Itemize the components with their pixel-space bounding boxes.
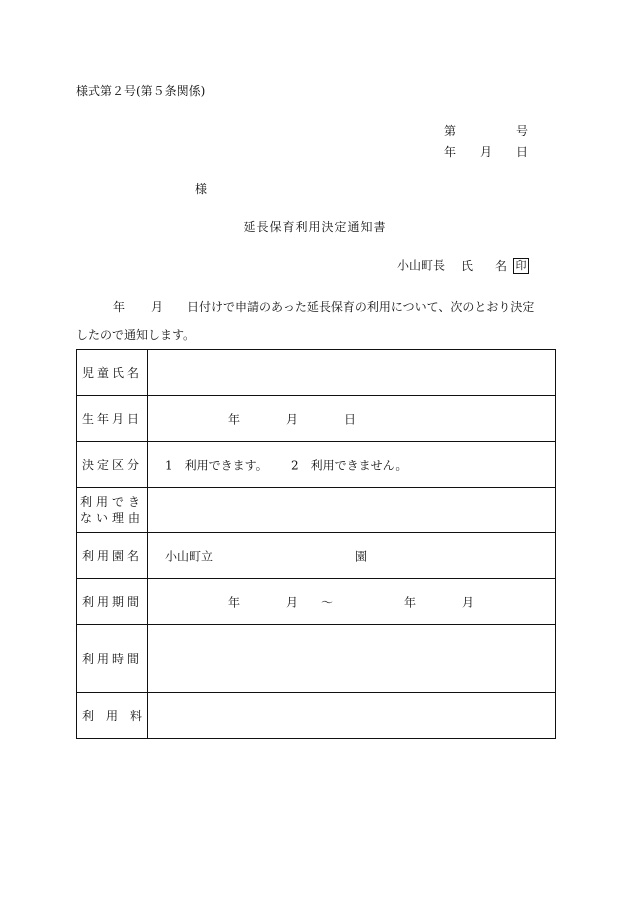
hours-value — [148, 625, 556, 693]
period-start-year: 年 — [228, 595, 241, 609]
child-name-label: 児童氏名 — [77, 350, 148, 396]
issue-date-day: 日 — [516, 145, 529, 159]
seal-stamp-box: 印 — [513, 258, 529, 274]
decision-option-approved: 1 利用できます。 — [165, 458, 268, 472]
facility-value — [148, 533, 556, 579]
table-row-child-name — [77, 350, 556, 396]
period-label: 利用期間 — [77, 579, 148, 625]
facility-label: 利用園名 — [77, 533, 148, 579]
signer-position: 小山町長 — [397, 258, 446, 273]
table-row-period — [77, 579, 556, 625]
table-row-hours — [77, 625, 556, 693]
facility-suffix: 園 — [355, 549, 368, 563]
decision-value — [148, 442, 556, 488]
document-title: 延長保育利用決定通知書 — [243, 220, 387, 234]
body-text-line-2: したので通知します。 — [76, 328, 196, 342]
addressee-suffix: 様 — [195, 182, 208, 196]
hours-label: 利用時間 — [77, 625, 148, 693]
reason-label — [77, 488, 148, 533]
document-number-prefix: 第 — [444, 124, 457, 138]
fee-value — [148, 693, 556, 739]
birth-date-value — [148, 396, 556, 442]
issue-date-year: 年 — [444, 145, 457, 159]
signer-name-label-2: 名 — [495, 258, 508, 273]
fee-label: 利 用 料 — [77, 693, 148, 739]
body-month: 月 — [151, 300, 164, 314]
table-row-facility — [77, 533, 556, 579]
period-end-month: 月 — [462, 595, 475, 609]
table-row-birth-date — [77, 396, 556, 442]
body-text-line-1 — [113, 300, 534, 314]
form-number: 様式第２号(第５条関係) — [76, 84, 206, 98]
body-rest: 日付けで申請のあった延長保育の利用について、次のとおり決定 — [187, 300, 535, 314]
decision-option-denied: 2 利用できません。 — [291, 458, 408, 472]
table-row-decision — [77, 442, 556, 488]
period-tilde: ～ — [321, 595, 334, 609]
period-start-month: 月 — [286, 595, 299, 609]
birth-year: 年 — [228, 412, 241, 426]
period-end-year: 年 — [404, 595, 417, 609]
issue-date-month: 月 — [480, 145, 493, 159]
notification-table — [76, 349, 556, 739]
signer-block — [397, 258, 529, 274]
decision-label: 決定区分 — [77, 442, 148, 488]
facility-prefix: 小山町立 — [165, 549, 214, 563]
table-row-reason — [77, 488, 556, 533]
table-row-fee — [77, 693, 556, 739]
reason-label-line-1: 利用でき — [79, 495, 144, 509]
body-year: 年 — [113, 300, 126, 314]
reason-value — [148, 488, 556, 533]
birth-date-label: 生年月日 — [77, 396, 148, 442]
signer-name-label-1: 氏 — [461, 258, 474, 273]
reason-label-line-2: ない理由 — [79, 511, 144, 525]
birth-month: 月 — [286, 412, 299, 426]
birth-day: 日 — [344, 412, 357, 426]
document-number-suffix: 号 — [516, 124, 529, 138]
period-value — [148, 579, 556, 625]
child-name-value — [148, 350, 556, 396]
